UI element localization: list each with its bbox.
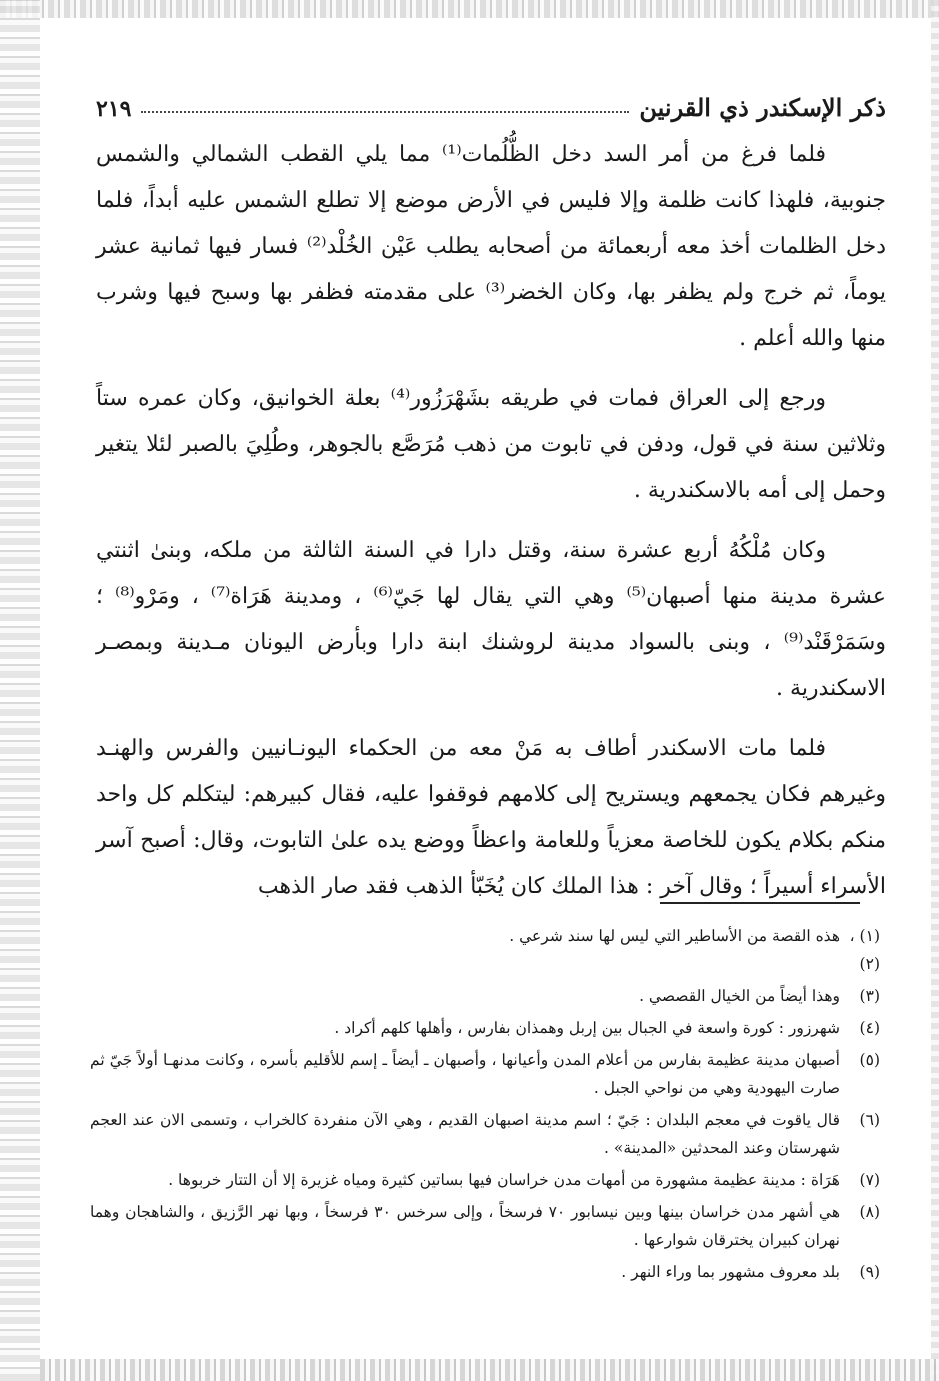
footnote-8 [90,1198,880,1254]
dotted-leader [141,111,629,113]
scan-border-bottom [40,1359,939,1381]
footnote-3 [90,982,880,1010]
page-header [96,72,886,122]
footnote-4 [90,1014,880,1042]
footnote-6 [90,1106,880,1162]
footnote-text: هَرَاة : مدينة عظيمة مشهورة من أمهات مدن خراسان فيها بساتين كثيرة ومياه غزيرة إلا أن التتار خربوها . [168,1171,840,1189]
page-number: ٢١٩ [96,96,132,122]
footnote-7 [90,1166,880,1194]
footnote-text: هي أشهر مدن خراسان بينها وبين نيسابور ٧٠ فرسخاً ، وإلى سرخس ٣٠ فرسخاً ، وبها نهر الرَّزيق ، والشاهجان وهما نهران كبيران يخترقان شوارعها . [90,1203,840,1249]
footnote-number: (٤) [859,1019,880,1037]
footnote-number: (٣) [859,987,880,1005]
footnote-number: (٩) [859,1263,880,1281]
footnote-number: (٥) [859,1051,880,1069]
footnote-text: أصبهان مدينة عظيمة بفارس من أعلام المدن وأعيانها ، وأصبهان ـ أيضاً ـ إسم للأقليم بأسره ، وكانت مدنهـا أولاً جَيّ ثم صارت اليهودية وهي من نواحي الجبل . [90,1051,840,1097]
scan-border-top [0,0,939,18]
paragraph-4: فلما مات الاسكندر أطاف به مَنْ معه من الحكماء اليونـانيين والفرس والهنـد وغيرهم فكان يجمعهم ويستريح إلى كلامهم فوقفوا عليه، فقال كبيرهم: ليتكلم كل واحد منكم بكلام يكون للخاصة معزياً وللعامة واعظاً ووضع يده علىٰ التابوت، وقال: أصبح آسر الأسراء أسيراً ؛ وقال آخر : هذا الملك كان يُخَبّأ الذهب فقد صار الذهب [96,736,886,899]
scan-border-right [931,0,939,1381]
footnote-number: (٦) [859,1111,880,1129]
footnote-text: بلد معروف مشهور بما وراء النهر . [621,1263,840,1281]
footnote-1-2 [90,922,880,978]
footnote-text: شهرزور : كورة واسعة في الجبال بين إربل وهمذان بفارس ، وأهلها كلهم أكراد . [334,1019,840,1037]
footnote-separator [660,902,860,904]
footnotes [90,922,880,1290]
paragraph-3: وكان مُلْكُهُ أربع عشرة سنة، وقتل دارا في السنة الثالثة من ملكه، وبنىٰ اثنتي عشرة مدينة منها أصبهان⁽⁵⁾ وهي التي يقال لها جَيّ⁽⁶⁾ ، ومدينة هَرَاة⁽⁷⁾ ، ومَرْو⁽⁸⁾ ؛ وسَمَرْقَنْد⁽⁹⁾ ، وبنى بالسواد مدينة لروشنك ابنة دارا وبأرض اليونان مـدينة وبمصـر الاسكندرية . [96,538,886,701]
footnote-number: (٧) [859,1171,880,1189]
footnote-text: وهذا أيضاً من الخيال القصصي . [639,987,840,1005]
main-text [96,132,886,910]
footnote-text: هذه القصة من الأساطير التي ليس لها سند شرعي . [509,927,840,945]
paragraph-1: فلما فرغ من أمر السد دخل الظُّلُمات⁽¹⁾ مما يلي القطب الشمالي والشمس جنوبية، فلهذا كانت ظلمة وإلا فليس في الأرض موضع إلا تطلع الشمس عليه أبداً، فلما دخل الظلمات أخذ معه أربعمائة من أصحابه يطلب عَيْن الخُلْد⁽²⁾ فسار فيها ثمانية عشر يوماً، ثم خرج ولم يظفر بها، وكان الخضر⁽³⁾ على مقدمته فظفر بها وسبح فيها وشرب منها والله أعلم . [96,142,886,351]
paragraph-2: ورجع إلى العراق فمات في طريقه بشَهْرَزُور⁽⁴⁾ بعلة الخوانيق، وكان عمره ستاً وثلاثين سنة في قول، ودفن في تابوت من ذهب مُرَصَّع بالجوهر، وطُلِيَ بالصبر لئلا يتغير وحمل إلى أمه بالاسكندرية . [96,386,886,503]
footnote-9 [90,1258,880,1286]
footnote-5 [90,1046,880,1102]
scan-border-left [0,0,40,1381]
footnote-number: (١) ، (٢) [849,927,880,973]
running-title: ذكر الإسكندر ذي القرنين [639,93,886,122]
footnote-number: (٨) [859,1203,880,1221]
footnote-text: قال ياقوت في معجم البلدان : جَيّ ؛ اسم مدينة اصبهان القديم ، وهي الآن منفردة كالخراب ، وتسمى الان عند العجم شهرستان وعند المحدثين «المدينة» . [90,1111,840,1157]
